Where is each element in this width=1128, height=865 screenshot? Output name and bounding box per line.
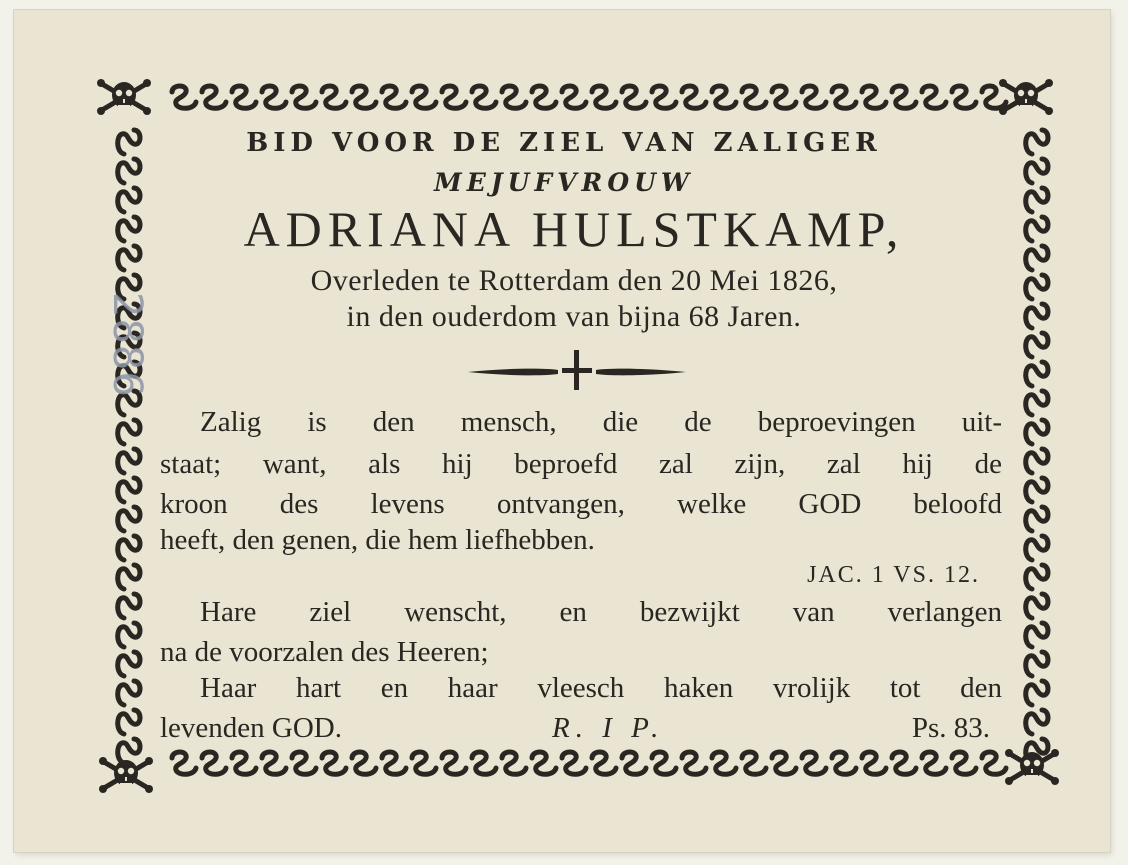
death-date-line: Overleden te Rotterdam den 20 Mei 1826,: [310, 264, 838, 297]
honorific-title: MEJUFVROUW: [434, 168, 694, 197]
verse1-line: heeft, den genen, die hem liefhebben.: [160, 524, 595, 556]
prayer-heading: BID VOOR DE ZIEL VAN ZALIGER: [246, 128, 882, 158]
closing-line: [160, 712, 990, 745]
cross-icon: [466, 346, 688, 392]
rip-text: R. I P.: [552, 712, 665, 744]
verse1-line: Zalig is den mensch, die de beproevingen uit-: [200, 406, 1002, 438]
age-line: in den ouderdom van bijna 68 Jaren.: [346, 300, 802, 333]
deceased-name: ADRIANA HULSTKAMP,: [243, 201, 905, 257]
verse1-line: staat; want, als hij beproefd zal zijn, zal hij de: [160, 448, 1002, 480]
verse1-line: kroon des levens ontvangen, welke GOD beloofd: [160, 488, 1002, 520]
scripture-reference: JAC. 1 VS. 12.: [807, 562, 980, 588]
verse2-line: Haar hart en haar vleesch haken vrolijk tot den: [200, 672, 1002, 704]
psalm-reference: Ps. 83.: [911, 712, 990, 744]
closing-text: levenden GOD.: [160, 712, 343, 744]
archive-stamp-number: 2886: [104, 292, 150, 398]
verse2-line: na de voorzalen des Heeren;: [160, 636, 489, 668]
verse2-line: Hare ziel wenscht, en bezwijkt van verlangen: [200, 596, 1002, 628]
